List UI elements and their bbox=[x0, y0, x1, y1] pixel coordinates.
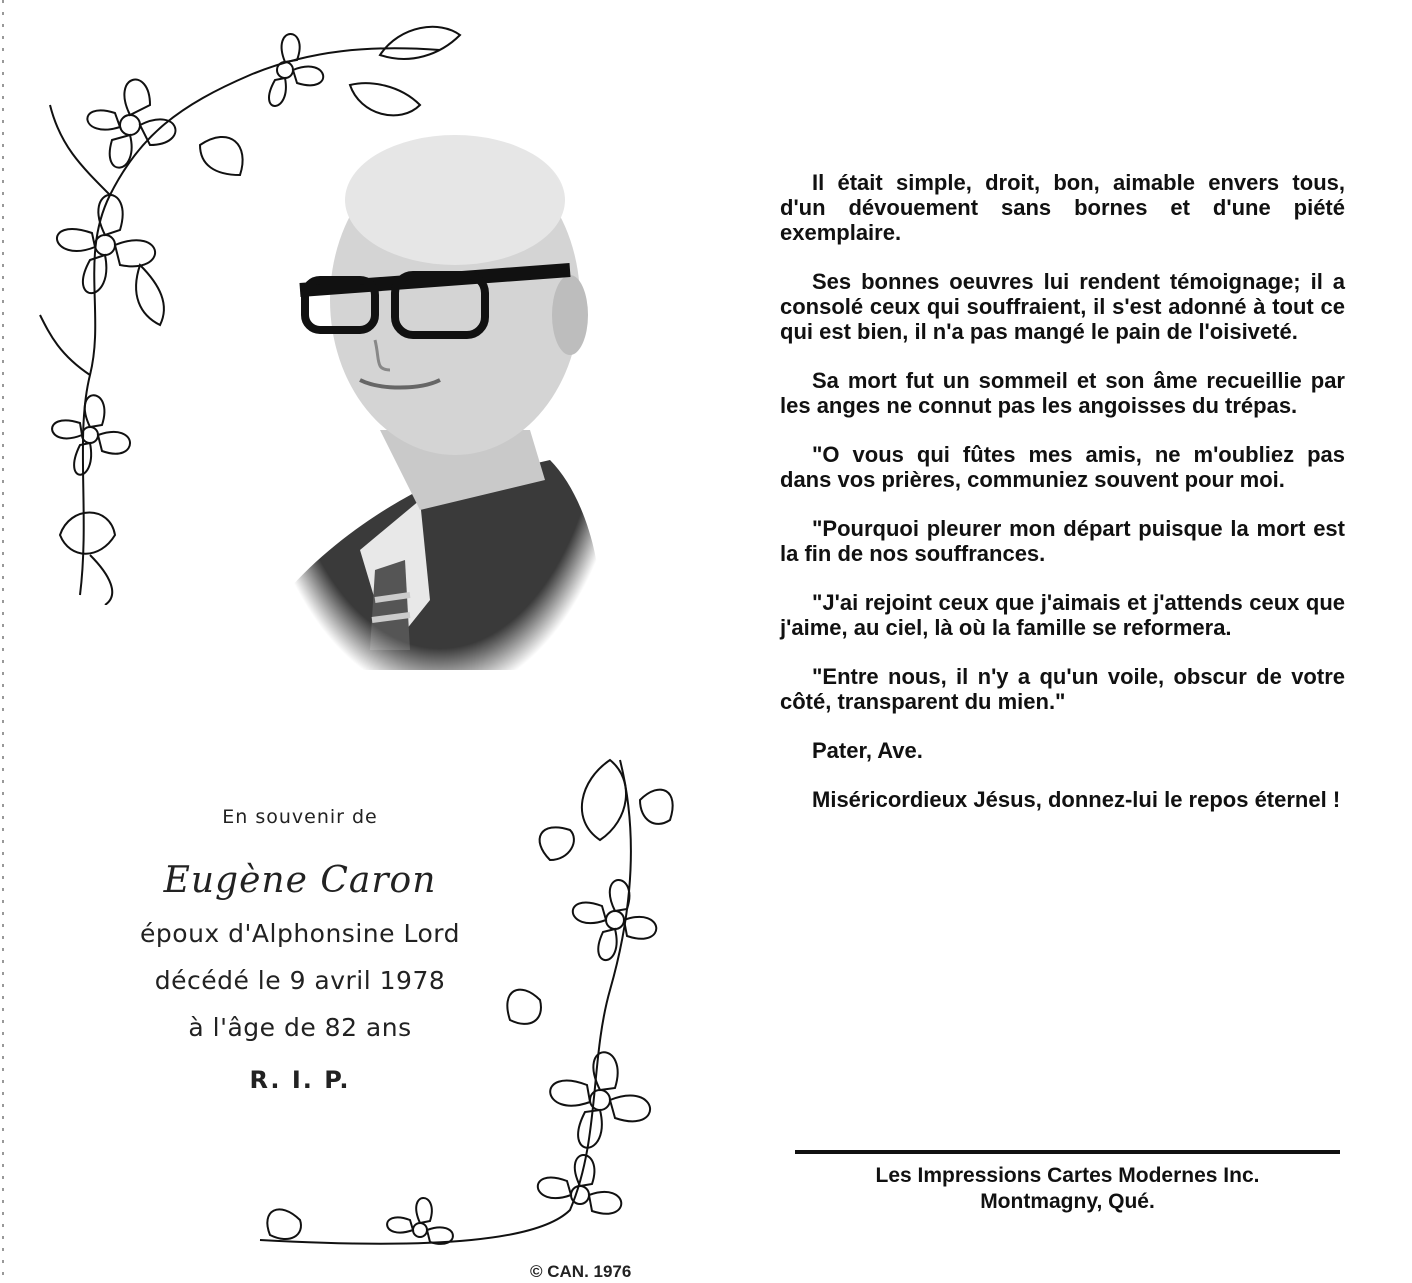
flower-2 bbox=[57, 195, 155, 293]
verse-paragraph: "J'ai rejoint ceux que j'aimais et j'attends ceux que j'aime, au ciel, là où la famille se reformera. bbox=[780, 590, 1345, 640]
prayer-line: Pater, Ave. bbox=[812, 738, 923, 763]
age-line: à l'âge de 82 ans bbox=[188, 1013, 412, 1042]
divider-rule bbox=[795, 1150, 1340, 1154]
flower-7 bbox=[538, 1155, 622, 1214]
death-date-line: décédé le 9 avril 1978 bbox=[154, 966, 446, 995]
in-memory-of: En souvenir de bbox=[222, 806, 378, 828]
closing-prayer: Miséricordieux Jésus, donnez-lui le repos éternel ! bbox=[812, 787, 1341, 812]
flower-4 bbox=[269, 34, 323, 106]
deceased-name: Eugène Caron bbox=[163, 860, 437, 901]
flower-3 bbox=[52, 395, 130, 475]
left-panel bbox=[0, 0, 700, 1283]
spouse-line: époux d'Alphonsine Lord bbox=[140, 919, 460, 948]
verse-panel bbox=[780, 170, 1345, 836]
flower-5 bbox=[573, 880, 657, 960]
verse-paragraph: Il était simple, droit, bon, aimable envers tous, d'un dévouement sans bornes et d'une piété exemplaire. bbox=[780, 170, 1345, 245]
verse-paragraph: Ses bonnes oeuvres lui rendent témoignage; il a consolé ceux qui souffraient, il s'est adonné à tout ce qui est bien, il n'a pas mangé le pain de l'oisiveté. bbox=[780, 269, 1345, 344]
copyright-mark: © CAN. 1976 bbox=[530, 1262, 632, 1281]
verse-paragraph: "Pourquoi pleurer mon départ puisque la mort est la fin de nos souffrances. bbox=[780, 516, 1345, 566]
printer-credit bbox=[795, 1163, 1340, 1215]
verse-paragraph: "O vous qui fûtes mes amis, ne m'oubliez pas dans vos prières, communiez souvent pour moi. bbox=[780, 442, 1345, 492]
flower-1 bbox=[87, 80, 175, 168]
verse-paragraph: Sa mort fut un sommeil et son âme recueillie par les anges ne connut pas les angoisses du trépas. bbox=[780, 368, 1345, 418]
flower-8 bbox=[387, 1198, 453, 1244]
floral-ornament-bottom-right bbox=[240, 740, 680, 1260]
verse-paragraph: "Entre nous, il n'y a qu'un voile, obscur de votre côté, transparent du mien." bbox=[780, 664, 1345, 714]
printer-location: Montmagny, Qué. bbox=[980, 1190, 1155, 1213]
portrait-photo bbox=[280, 130, 600, 670]
flower-6 bbox=[550, 1052, 650, 1148]
rip-text: R. I. P. bbox=[249, 1066, 351, 1094]
printer-name: Les Impressions Cartes Modernes Inc. bbox=[875, 1164, 1260, 1187]
